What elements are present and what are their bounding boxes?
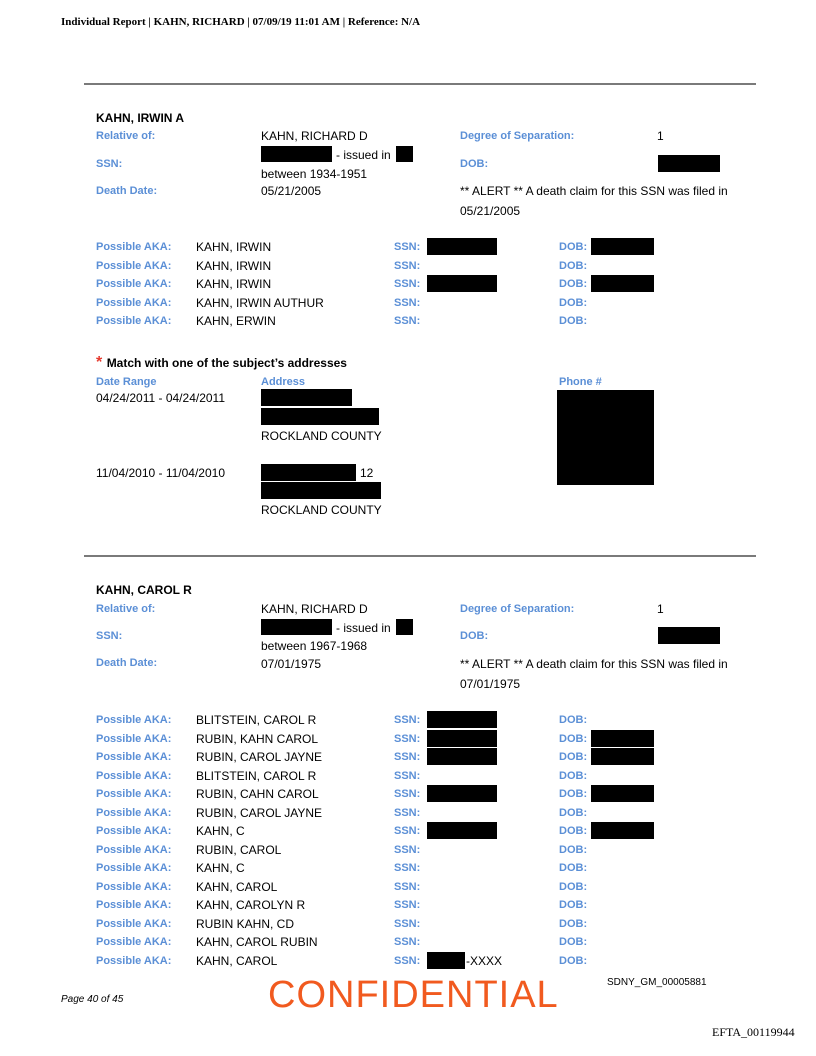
- address-match-note: [96, 354, 347, 372]
- aka-name: RUBIN KAHN, CD: [196, 916, 295, 931]
- aka-ssn-label: SSN:: [394, 259, 421, 272]
- aka-dob-label: DOB:: [559, 315, 588, 327]
- aka-ssn-label: SSN:: [394, 862, 421, 874]
- aka-ssn-label: SSN:: [394, 732, 421, 745]
- redaction-box: [396, 619, 413, 635]
- aka-ssn-label: SSN:: [394, 315, 421, 327]
- aka-dob-label: DOB:: [559, 769, 588, 782]
- aka-name: RUBIN, CAROL JAYNE: [196, 750, 323, 764]
- address-date-range: 04/24/2011 - 04/24/2011: [96, 391, 225, 405]
- aka-label: Possible AKA:: [96, 843, 172, 856]
- aka-ssn-label: SSN:: [394, 241, 421, 253]
- aka-row: [0, 314, 816, 332]
- aka-row: [0, 732, 816, 750]
- page-number: Page 40 of 45: [61, 994, 124, 1005]
- aka-name: KAHN, IRWIN: [196, 277, 272, 291]
- aka-ssn-label: SSN:: [394, 769, 421, 782]
- section-divider: [84, 555, 756, 557]
- address-number: 12: [360, 466, 374, 480]
- redaction-box: [427, 952, 465, 969]
- aka-ssn-label: SSN:: [394, 954, 421, 967]
- aka-dob-label: DOB:: [559, 917, 588, 930]
- aka-row: [0, 277, 816, 295]
- aka-dob-label: DOB:: [559, 241, 588, 253]
- relative-of-value: KAHN, RICHARD D: [261, 602, 368, 616]
- redaction-box: [427, 822, 497, 839]
- dob-label: DOB:: [460, 158, 489, 170]
- aka-dob-label: DOB:: [559, 806, 588, 819]
- death-date-value: 05/21/2005: [261, 184, 322, 198]
- aka-row: [0, 806, 816, 824]
- degree-value: 1: [657, 129, 664, 143]
- redaction-box: [261, 482, 381, 499]
- death-alert: ** ALERT ** A death claim for this SSN was filed in 07/01/1975: [460, 657, 728, 691]
- ssn-between-text: between 1934-1951: [261, 167, 368, 181]
- address-county: ROCKLAND COUNTY: [261, 503, 382, 517]
- efta-number: EFTA_00119944: [712, 1025, 795, 1039]
- aka-ssn-label: SSN:: [394, 278, 421, 290]
- aka-list: [0, 240, 816, 330]
- redaction-box: [591, 822, 654, 839]
- aka-label: Possible AKA:: [96, 899, 172, 911]
- aka-row: [0, 898, 816, 916]
- redaction-box: [427, 748, 497, 765]
- aka-dob-label: DOB:: [559, 843, 588, 856]
- aka-name: KAHN, CAROLYN R: [196, 898, 306, 912]
- aka-ssn-label: SSN:: [394, 714, 421, 726]
- redaction-box: [591, 785, 654, 802]
- aka-dob-label: DOB:: [559, 751, 588, 763]
- aka-label: Possible AKA:: [96, 862, 172, 874]
- ssn-issued-text: - issued in: [336, 621, 391, 635]
- aka-row: [0, 880, 816, 898]
- aka-label: Possible AKA:: [96, 788, 172, 800]
- aka-dob-label: DOB:: [559, 296, 588, 309]
- degree-value: 1: [657, 602, 664, 616]
- address-header: Address: [261, 376, 306, 388]
- aka-row: [0, 935, 816, 953]
- relative-name: KAHN, IRWIN A: [96, 111, 184, 125]
- aka-dob-label: DOB:: [559, 862, 588, 874]
- aka-ssn-label: SSN:: [394, 296, 421, 309]
- aka-label: Possible AKA:: [96, 954, 172, 967]
- ssn-label: SSN:: [96, 630, 123, 642]
- redaction-box: [591, 275, 654, 292]
- death-alert: ** ALERT ** A death claim for this SSN was filed in 05/21/2005: [460, 184, 728, 218]
- aka-label: Possible AKA:: [96, 806, 172, 819]
- aka-ssn-label: SSN:: [394, 899, 421, 911]
- aka-ssn-label: SSN:: [394, 788, 421, 800]
- redaction-box: [427, 238, 497, 255]
- aka-row: [0, 824, 816, 842]
- aka-name: KAHN, CAROL RUBIN: [196, 935, 318, 949]
- redaction-box: [591, 748, 654, 765]
- aka-label: Possible AKA:: [96, 880, 172, 893]
- aka-dob-label: DOB:: [559, 880, 588, 893]
- aka-name: KAHN, IRWIN: [196, 240, 272, 254]
- degree-label: Degree of Separation:: [460, 603, 575, 615]
- aka-name: BLITSTEIN, CAROL R: [196, 768, 317, 783]
- redaction-box: [658, 627, 720, 644]
- address-county: ROCKLAND COUNTY: [261, 429, 382, 443]
- redaction-box: [591, 238, 654, 255]
- aka-name: RUBIN, CAHN CAROL: [196, 787, 319, 801]
- aka-name: KAHN, CAROL: [196, 953, 278, 968]
- aka-row: [0, 750, 816, 768]
- aka-row: [0, 787, 816, 805]
- aka-label: Possible AKA:: [96, 259, 172, 272]
- redaction-box: [261, 464, 356, 481]
- aka-label: Possible AKA:: [96, 278, 172, 290]
- aka-ssn-label: SSN:: [394, 825, 421, 837]
- match-note-text: Match with one of the subject’s addresses: [106, 356, 347, 370]
- aka-name: KAHN, IRWIN: [196, 258, 272, 273]
- aka-dob-label: DOB:: [559, 825, 588, 837]
- aka-ssn-label: SSN:: [394, 843, 421, 856]
- relative-of-label: Relative of:: [96, 130, 156, 142]
- aka-row: [0, 917, 816, 935]
- section-divider: [84, 83, 756, 85]
- aka-label: Possible AKA:: [96, 769, 172, 782]
- relative-name: KAHN, CAROL R: [96, 583, 192, 597]
- aka-label: Possible AKA:: [96, 917, 172, 930]
- relative-of-label: Relative of:: [96, 603, 156, 615]
- confidential-stamp: CONFIDENTIAL: [268, 974, 559, 1016]
- aka-name: RUBIN, KAHN CAROL: [196, 731, 319, 746]
- ssn-label: SSN:: [96, 158, 123, 170]
- aka-label: Possible AKA:: [96, 751, 172, 763]
- redaction-box: [261, 408, 379, 425]
- required-star-icon: *: [96, 354, 103, 371]
- redaction-box: [427, 711, 497, 728]
- report-header: Individual Report | KAHN, RICHARD | 07/09/19 11:01 AM | Reference: N/A: [61, 16, 421, 28]
- address-date-range: 11/04/2010 - 11/04/2010: [96, 466, 225, 480]
- aka-label: Possible AKA:: [96, 732, 172, 745]
- redaction-box: [427, 785, 497, 802]
- redaction-box: [261, 389, 352, 406]
- death-date-value: 07/01/1975: [261, 657, 322, 671]
- aka-label: Possible AKA:: [96, 296, 172, 309]
- aka-row: [0, 843, 816, 861]
- aka-label: Possible AKA:: [96, 241, 172, 253]
- aka-label: Possible AKA:: [96, 936, 172, 948]
- phone-header: Phone #: [559, 376, 602, 388]
- relative-of-value: KAHN, RICHARD D: [261, 129, 368, 143]
- aka-name: KAHN, CAROL: [196, 879, 278, 894]
- aka-ssn-label: SSN:: [394, 880, 421, 893]
- aka-dob-label: DOB:: [559, 732, 588, 745]
- aka-name: KAHN, ERWIN: [196, 314, 276, 328]
- aka-dob-label: DOB:: [559, 954, 588, 967]
- aka-row: [0, 259, 816, 277]
- aka-label: Possible AKA:: [96, 315, 172, 327]
- ssn-issued-text: - issued in: [336, 148, 391, 162]
- redaction-box: [427, 275, 497, 292]
- redaction-box: [658, 155, 720, 172]
- aka-name: KAHN, IRWIN AUTHUR: [196, 295, 324, 310]
- aka-row: [0, 954, 816, 972]
- aka-dob-label: DOB:: [559, 936, 588, 948]
- aka-ssn-label: SSN:: [394, 936, 421, 948]
- aka-row: [0, 861, 816, 879]
- redaction-box: [261, 146, 332, 162]
- aka-name: KAHN, C: [196, 861, 245, 875]
- aka-row: [0, 240, 816, 258]
- aka-name: KAHN, C: [196, 824, 245, 838]
- redaction-box: [396, 146, 413, 162]
- ssn-between-text: between 1967-1968: [261, 639, 368, 653]
- redaction-box: [591, 730, 654, 747]
- aka-ssn-label: SSN:: [394, 751, 421, 763]
- aka-row: [0, 713, 816, 731]
- aka-dob-label: DOB:: [559, 714, 588, 726]
- aka-name: BLITSTEIN, CAROL R: [196, 713, 317, 727]
- aka-dob-label: DOB:: [559, 788, 588, 800]
- aka-list: [0, 713, 816, 973]
- aka-name: RUBIN, CAROL: [196, 842, 282, 857]
- aka-ssn-label: SSN:: [394, 917, 421, 930]
- redaction-box: [557, 390, 654, 485]
- aka-row: [0, 769, 816, 787]
- aka-dob-label: DOB:: [559, 259, 588, 272]
- bates-number: SDNY_GM_00005881: [607, 977, 707, 988]
- aka-dob-label: DOB:: [559, 899, 588, 911]
- aka-ssn-partial: -XXXX: [466, 953, 503, 968]
- aka-ssn-label: SSN:: [394, 806, 421, 819]
- degree-label: Degree of Separation:: [460, 130, 575, 142]
- death-date-label: Death Date:: [96, 185, 158, 197]
- date-range-header: Date Range: [96, 376, 157, 388]
- aka-label: Possible AKA:: [96, 714, 172, 726]
- death-date-label: Death Date:: [96, 657, 158, 669]
- aka-row: [0, 296, 816, 314]
- aka-name: RUBIN, CAROL JAYNE: [196, 805, 323, 820]
- aka-label: Possible AKA:: [96, 825, 172, 837]
- redaction-box: [261, 619, 332, 635]
- aka-dob-label: DOB:: [559, 278, 588, 290]
- redaction-box: [427, 730, 497, 747]
- dob-label: DOB:: [460, 630, 489, 642]
